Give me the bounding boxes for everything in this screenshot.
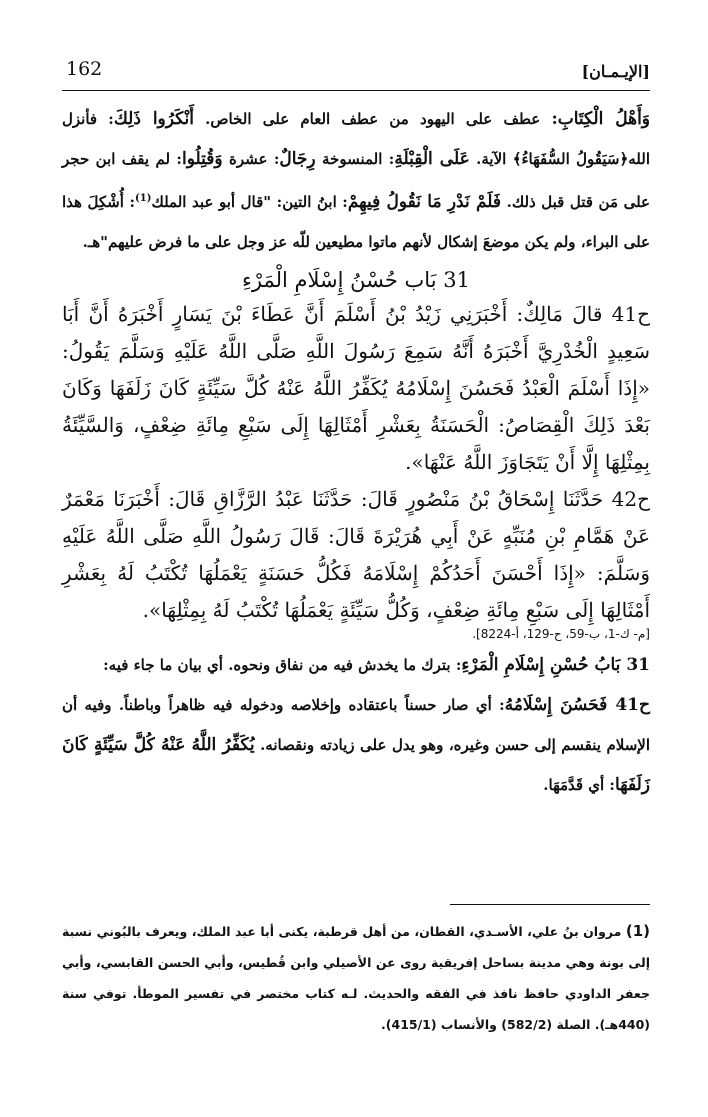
hadith-number: ح41	[611, 302, 650, 326]
intro-commentary	[62, 99, 650, 262]
page-number: 162	[66, 58, 103, 80]
commentary-text: : بترك ما يخدش فيه من نفاق ونحوه. أي بيان ما جاء فيه:	[103, 656, 462, 674]
lemma: عَلَى الْقِبْلَةِ	[394, 149, 470, 169]
commentary-text: : فأنزل الله﴿سَيَقُولُ السُّفَهَاءُ﴾ الآية.	[62, 110, 651, 168]
footnote-mark: (1)	[625, 922, 650, 940]
commentary-text: : أي صار حسناً باعتقاده وإخلاصه ودخوله فيه ظاهراً وباطناً. وفيه أن الإسلام ينقسم إلى حسن وغيره، وهو يدل على زيادته ونقصانه.	[62, 696, 650, 754]
hadith-number: ح41	[607, 695, 650, 715]
running-title: [الإيـمـان]	[581, 62, 650, 81]
lemma: بَابُ حُسْنِ إِسْلَامِ الْمَرْءِ	[461, 655, 621, 675]
commentary-text: : لم يقف ابن حجر على مَن قتل قبل ذلك.	[62, 150, 650, 211]
chapter-commentary	[62, 645, 650, 685]
chapter-number: 31	[620, 655, 650, 675]
footnote-reference[interactable]: (1)	[135, 193, 152, 204]
hadith-text: قالَ مَالِكٌ: أَخْبَرَنِي زَيْدُ بْنُ أَسْلَمَ أَنَّ عَطَاءَ بْنَ يَسَارٍ أَخْبَرَهُ أَنَّ أَبَا سَعِيدٍ الْخُدْرِيَّ أَخْبَرَهُ أَنَّهُ سَمِعَ رَسُولَ اللَّهِ صَلَّى اللَّهُ عَلَيْهِ وَسَلَّمَ يَقُولُ: «إِذَا أَسْلَمَ الْعَبْدُ فَحَسُنَ إِسْلَامُهُ يُكَفِّرُ اللَّهُ عَنْهُ كُلَّ سَيِّئَةٍ كَانَ زَلَفَهَا وَكَانَ بَعْدَ ذَلِكَ الْقِصَاصُ: الْحَسَنَةُ بِعَشْرِ أَمْثَالِهَا إِلَى سَبْعِ مِائَةِ ضِعْفٍ، وَالسَّيِّئَةُ بِمِثْلِهَا إِلَّا أَنْ يَتَجَاوَزَ اللَّهُ عَنْهَا».	[62, 302, 650, 474]
footnote	[62, 916, 650, 1040]
hadith-commentary	[62, 685, 650, 805]
commentary-text: : ابنُ التين: "قال أبو عبد الملك	[151, 193, 348, 211]
hadith-text: حَدَّثَنَا إِسْحَاقُ بْنُ مَنْصُورٍ قَالَ: حَدَّثَنَا عَبْدُ الرَّزَّاقِ قَالَ: أَخْبَرَنَا مَعْمَرٌ عَنْ هَمَّامِ بْنِ مُنَبِّهٍ عَنْ أَبِي هُرَيْرَةَ قَالَ: قَالَ رَسُولُ اللَّهِ صَلَّى اللَّهُ عَلَيْهِ وَسَلَّمَ: «إِذَا أَحْسَنَ أَحَدُكُمْ إِسْلَامَهُ فَكُلُّ حَسَنَةٍ يَعْمَلُهَا تُكْتَبُ لَهُ بِعَشْرِ أَمْثَالِهَا إِلَى سَبْعِ مِائَةِ ضِعْفٍ، وَكُلُّ سَيِّئَةٍ يَعْمَلُهَا تُكْتَبُ لَهُ بِمِثْلِهَا».	[62, 487, 650, 622]
page-header	[62, 52, 650, 91]
hadith-number: ح42	[611, 487, 650, 511]
commentary-text: : عشرة	[222, 150, 280, 168]
lemma: فَلَمْ نَدْرِ مَا نَقُولُ فِيهِمْ	[347, 192, 502, 212]
hadith-reference: [م- ك-1، ب-59، ح-129، أ-8224].	[472, 627, 650, 641]
commentary-text: : أي قَدَّمَهَا.	[543, 776, 615, 794]
document-page	[62, 52, 650, 1092]
commentary-text: : أُشْكِلَ هذا على البراء، ولم يكن موضعَ إشكال لأنهم ماتوا مطيعين للّه عز وجل على ما فرض عليهم"هـ.	[62, 193, 650, 251]
lemma: وَأَهْلُ الْكِتَابِ:	[551, 109, 651, 129]
chapter-title: 31 بَاب حُسْنُ إِسْلَامِ الْمَرْءِ	[242, 268, 470, 292]
footnote-text: مروان بنُ علي، الأسـدي، القطان، من أهل قرطبة، يكنى أبا عبد الملك، ويعرف بالبُوني نسبة إلى بونة وهي مدينة بساحل إفريقية روى عن الأصيلي وابن قُطيس، وأبي الحسن القابسي، وأبي جعفر الداودي حافظ نافذ في الفقه والحديث. لـه كتاب مختصر في تفسير الموطأ. توفي سنة (440هـ). الصلة (582/2) والأنساب (415/1).	[62, 924, 650, 1032]
commentary-text: عطف على اليهود من عطف العام على الخاص.	[193, 110, 552, 128]
hadith-41	[62, 296, 650, 481]
commentary-text: : المنسوخة	[315, 150, 395, 168]
lemma: فَحَسُنَ إِسْلَامُهُ	[504, 695, 608, 715]
lemma: رِجَالٌ	[279, 149, 316, 169]
lemma: أَنْكَرُوا ذَلِكَ	[113, 109, 194, 129]
lemma: وَقُتِلُوا	[181, 149, 223, 169]
lemma: يُكَفِّرُ اللَّهُ عَنْهُ كُلَّ سَيِّئَةٍ كَانَ زَلَفَهَا	[62, 735, 650, 795]
hadith-42	[62, 481, 650, 629]
footnote-divider	[450, 904, 650, 905]
